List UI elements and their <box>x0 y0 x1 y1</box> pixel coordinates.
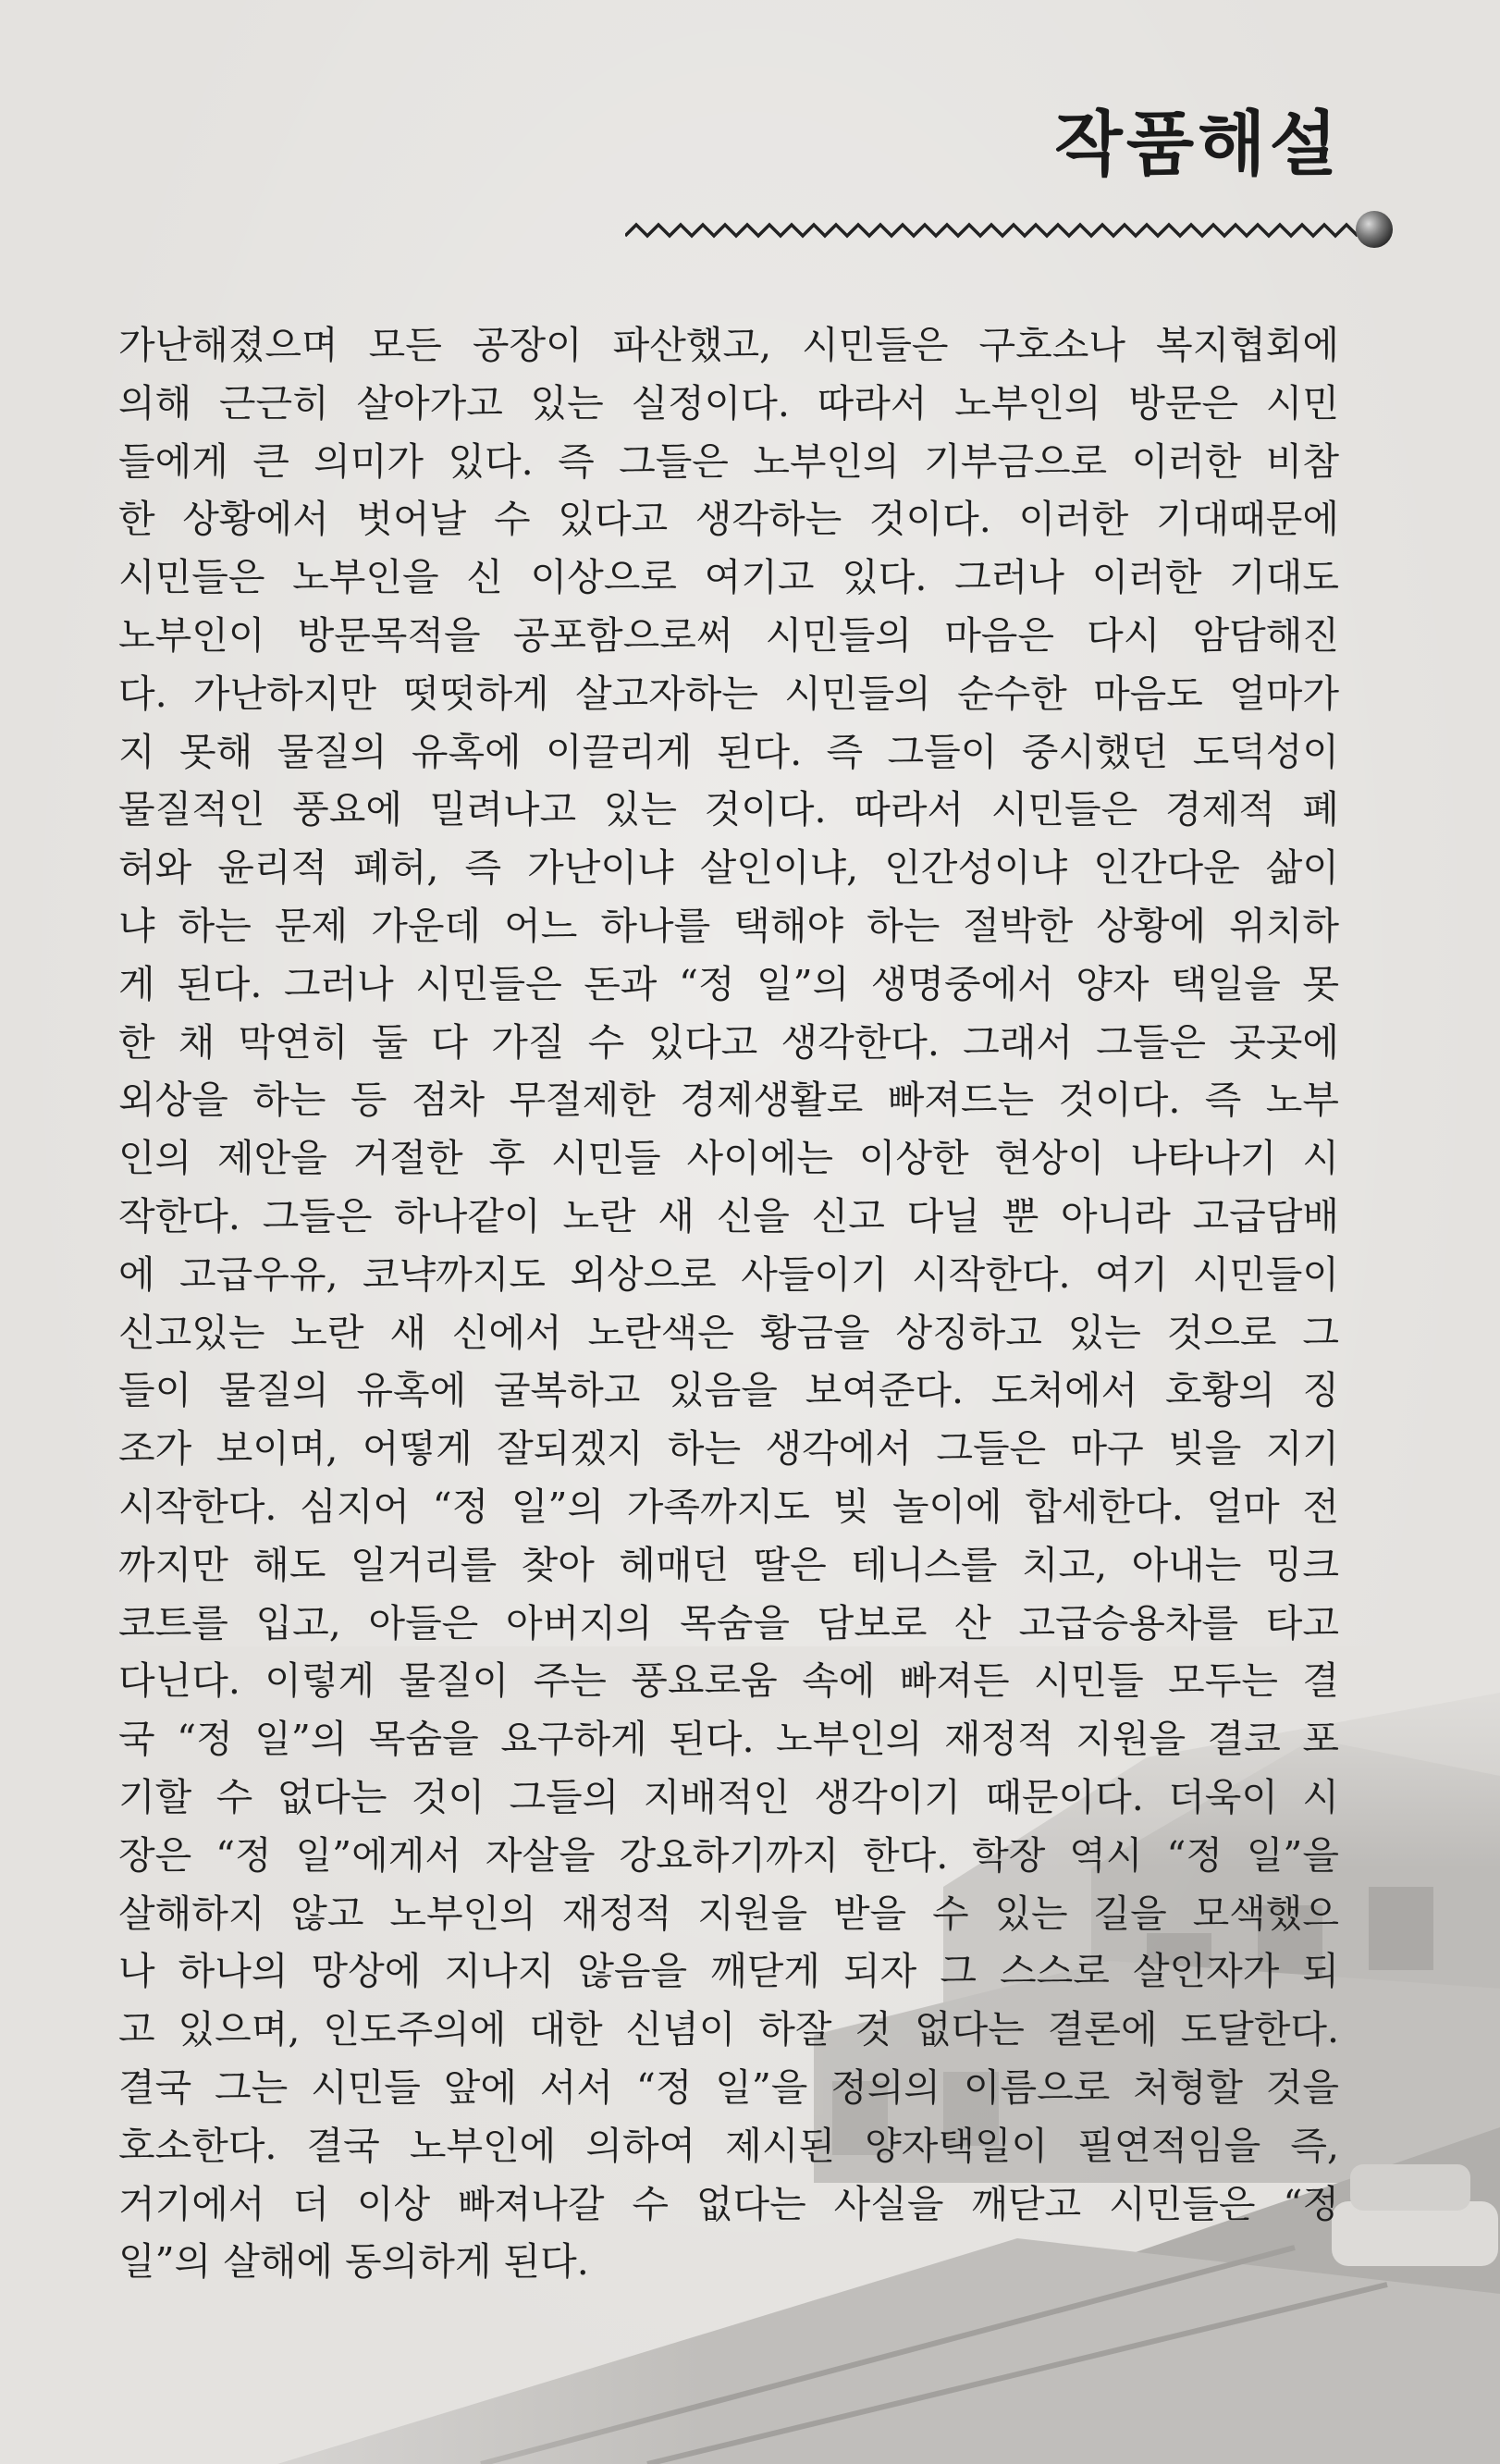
text-line: 결국 그는 시민들 앞에 서서 “정 일”을 정의의 이름으로 처형할 것을 <box>118 2064 1339 2110</box>
text-line: 노부인이 방문목적을 공포함으로써 시민들의 마음은 다시 암담해진 <box>118 612 1339 658</box>
text-line: 가난해졌으며 모든 공장이 파산했고, 시민들은 구호소나 복지협회에 <box>118 323 1339 367</box>
text-line: 게 된다. 그러나 시민들은 돈과 “정 일”의 생명중에서 양자 택일을 못 <box>118 961 1339 1006</box>
text-line: 나 하나의 망상에 지나지 않음을 깨닫게 되자 그 스스로 살인자가 되 <box>118 1949 1339 1994</box>
text-line: 지 못해 물질의 유혹에 이끌리게 된다. 즉 그들이 중시했던 도덕성이 <box>118 729 1339 774</box>
text-line: 외상을 하는 등 점차 무절제한 경제생활로 빠져드는 것이다. 즉 노부 <box>118 1078 1339 1123</box>
text-line: 거기에서 더 이상 빠져나갈 수 없다는 사실을 깨닫고 시민들은 “정 <box>118 2181 1339 2226</box>
text-line: 한 채 막연히 둘 다 가질 수 있다고 생각한다. 그래서 그들은 곳곳에 <box>118 1019 1339 1065</box>
text-line: 호소한다. 결국 노부인에 의하여 제시된 양자택일이 필연적임을 즉, <box>118 2123 1339 2168</box>
text-line: 기할 수 없다는 것이 그들의 지배적인 생각이기 때문이다. 더욱이 시 <box>118 1774 1339 1819</box>
text-line: 에 고급우유, 코냑까지도 외상으로 사들이기 시작한다. 여기 시민들이 <box>118 1251 1339 1297</box>
text-line: 인의 제안을 거절한 후 시민들 사이에는 이상한 현상이 나타나기 시 <box>118 1136 1339 1181</box>
text-line: 장은 “정 일”에게서 자살을 강요하기까지 한다. 학장 역시 “정 일”을 <box>118 1832 1339 1878</box>
commentary-paragraph <box>118 316 1339 2291</box>
text-line: 조가 보이며, 어떻게 잘되겠지 하는 생각에서 그들은 마구 빚을 지기 <box>118 1426 1339 1472</box>
text-line: 들에게 큰 의미가 있다. 즉 그들은 노부인의 기부금으로 이러한 비참 <box>118 438 1339 484</box>
text-line: 신고있는 노란 새 신에서 노란색은 황금을 상징하고 있는 것으로 그 <box>118 1310 1339 1355</box>
text-line: 까지만 해도 일거리를 찾아 헤매던 딸은 테니스를 치고, 아내는 밍크 <box>118 1542 1339 1587</box>
text-line: 고 있으며, 인도주의에 대한 신념이 하잘 것 없다는 결론에 도달한다. <box>118 2007 1339 2052</box>
sphere-ornament-icon <box>1356 211 1393 248</box>
text-line: 냐 하는 문제 가운데 어느 하나를 택해야 하는 절박한 상황에 위치하 <box>118 903 1339 948</box>
text-line: 허와 윤리적 폐허, 즉 가난이냐 살인이냐, 인간성이냐 인간다운 삶이 <box>118 845 1339 891</box>
text-line: 들이 물질의 유혹에 굴복하고 있음을 보여준다. 도처에서 호황의 징 <box>118 1368 1339 1413</box>
text-line: 시작한다. 심지어 “정 일”의 가족까지도 빚 놀이에 합세한다. 얼마 전 <box>118 1484 1339 1529</box>
text-line: 의해 근근히 살아가고 있는 실정이다. 따라서 노부인의 방문은 시민 <box>118 380 1339 425</box>
zigzag-rule-ornament <box>625 208 1402 264</box>
text-line: 국 “정 일”의 목숨을 요구하게 된다. 노부인의 재정적 지원을 결코 포 <box>118 1717 1339 1762</box>
text-line: 코트를 입고, 아들은 아버지의 목숨을 담보로 산 고급승용차를 타고 <box>118 1600 1339 1645</box>
text-line: 살해하지 않고 노부인의 재정적 지원을 받을 수 있는 길을 모색했으 <box>118 1891 1339 1936</box>
text-line: 물질적인 풍요에 밀려나고 있는 것이다. 따라서 시민들은 경제적 폐 <box>118 787 1339 832</box>
page-title: 작품해설 <box>1054 103 1341 185</box>
text-line: 일”의 살해에 동의하게 된다. <box>118 2239 589 2285</box>
text-line: 시민들은 노부인을 신 이상으로 여기고 있다. 그러나 이러한 기대도 <box>118 555 1339 600</box>
text-line: 다. 가난하지만 떳떳하게 살고자하는 시민들의 순수한 마음도 얼마가 <box>118 671 1339 716</box>
text-line: 작한다. 그들은 하나같이 노란 새 신을 신고 다닐 뿐 아니라 고급담배 <box>118 1193 1339 1238</box>
text-line: 한 상황에서 벗어날 수 있다고 생각하는 것이다. 이러한 기대때문에 <box>118 497 1339 542</box>
text-line: 다닌다. 이렇게 물질이 주는 풍요로움 속에 빠져든 시민들 모두는 결 <box>118 1658 1339 1704</box>
